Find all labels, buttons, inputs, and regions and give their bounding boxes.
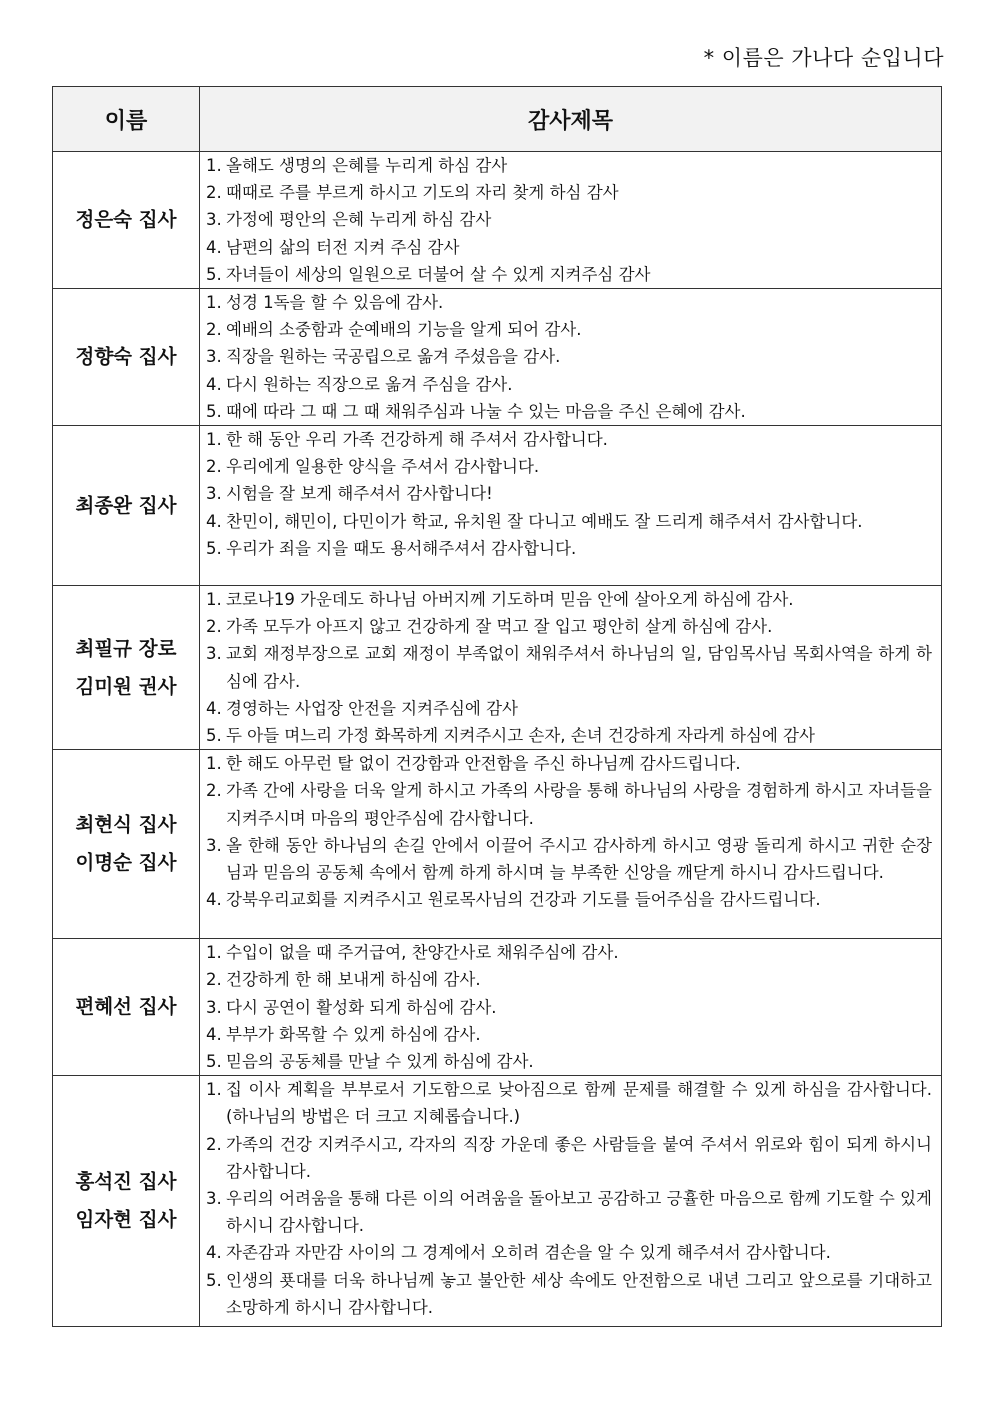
item-number: 2. — [206, 617, 222, 637]
item-text: 자존감과 자만감 사이의 그 경계에서 오히려 겸손을 알 수 있게 해주셔서 감사합니다. — [226, 1243, 831, 1263]
item-number: 4. — [206, 511, 222, 531]
item-number: 3. — [206, 835, 222, 855]
item-number: 1. — [206, 590, 222, 610]
item-text: 강북우리교회를 지켜주시고 원로목사님의 건강과 기도를 들어주심을 감사드립니다. — [226, 890, 821, 910]
member-name: 정향숙 집사 — [75, 345, 177, 369]
item-number: 5. — [206, 264, 222, 284]
member-name-cell — [53, 586, 200, 750]
table-row — [53, 152, 942, 289]
item-number: 3. — [206, 210, 222, 230]
table-body — [53, 152, 942, 1327]
member-name: 임자현 집사 — [75, 1208, 177, 1232]
item-number: 4. — [206, 890, 222, 910]
list-item — [206, 1021, 932, 1048]
item-number: 1. — [206, 943, 222, 963]
item-text: 수입이 없을 때 주거급여, 찬양간사로 채워주심에 감사. — [226, 943, 619, 963]
item-text: 한 해도 아무런 탈 없이 건강함과 안전함을 주신 하나님께 감사드립니다. — [226, 754, 741, 774]
member-name: 홍석진 집사 — [75, 1170, 177, 1194]
item-number: 2. — [206, 1134, 222, 1154]
list-item — [206, 613, 932, 640]
list-item — [206, 480, 932, 507]
member-name-cell — [53, 939, 200, 1076]
header-name: 이름 — [53, 87, 200, 152]
item-text: 예배의 소중함과 순예배의 기능을 알게 되어 감사. — [226, 320, 582, 340]
sort-note: * 이름은 가나다 순입니다 — [703, 46, 944, 70]
item-text: 성경 1독을 할 수 있음에 감사. — [226, 293, 444, 313]
thanks-table — [52, 86, 942, 1327]
list-item — [206, 535, 932, 562]
item-text: 시험을 잘 보게 해주셔서 감사합니다! — [226, 484, 493, 504]
item-number: 2. — [206, 970, 222, 990]
item-text: 집 이사 계획을 부부로서 기도함으로 낮아짐으로 함께 문제를 해결할 수 있게 하심을 감사합니다. (하나님의 방법은 더 크고 지혜롭습니다.) — [226, 1080, 932, 1127]
item-number: 1. — [206, 293, 222, 313]
item-number: 1. — [206, 754, 222, 774]
member-name: 최종완 집사 — [75, 493, 177, 517]
thanks-items-cell — [200, 586, 942, 750]
list-item — [206, 371, 932, 398]
item-text: 올해도 생명의 은혜를 누리게 하심 감사 — [226, 156, 508, 175]
item-number: 5. — [206, 538, 222, 558]
member-name: 정은숙 집사 — [75, 208, 177, 231]
item-number: 3. — [206, 484, 222, 504]
item-text: 가족의 건강 지켜주시고, 각자의 직장 가운데 좋은 사람들을 붙여 주셔서 위로와 힘이 되게 하시니 감사합니다. — [226, 1134, 932, 1181]
item-number: 2. — [206, 320, 222, 340]
list-item — [206, 886, 932, 913]
thanks-list — [206, 152, 932, 288]
thanks-list — [206, 1076, 932, 1321]
table-row — [53, 939, 942, 1076]
item-text: 직장을 원하는 국공립으로 옮겨 주셨음을 감사. — [226, 347, 561, 367]
item-number: 5. — [206, 726, 222, 746]
item-number: 5. — [206, 401, 222, 421]
item-number: 4. — [206, 237, 222, 257]
item-number: 3. — [206, 1189, 222, 1209]
item-number: 4. — [206, 1024, 222, 1044]
item-text: 올 한해 동안 하나님의 손길 안에서 이끌어 주시고 감사하게 하시고 영광 돌리게 하시고 귀한 순장님과 믿음의 공동체 속에서 함께 하게 하시며 늘 부족한 신앙을 깨닫게 하시니 감사드립니다. — [226, 835, 932, 883]
member-name: 최필규 장로 — [75, 636, 177, 660]
list-item — [206, 586, 932, 613]
item-text: 한 해 동안 우리 가족 건강하게 해 주셔서 감사합니다. — [226, 430, 608, 450]
list-item — [206, 343, 932, 370]
list-item — [206, 152, 932, 179]
item-number: 2. — [206, 457, 222, 477]
item-number: 1. — [206, 156, 222, 175]
item-text: 믿음의 공동체를 만날 수 있게 하심에 감사. — [226, 1052, 534, 1072]
thanks-items-cell — [200, 1076, 942, 1327]
member-name: 김미원 권사 — [75, 674, 177, 698]
list-item — [206, 426, 932, 453]
list-item — [206, 1131, 932, 1185]
item-text: 코로나19 가운데도 하나님 아버지께 기도하며 믿음 안에 살아오게 하심에 감사. — [226, 590, 794, 610]
item-number: 2. — [206, 183, 222, 203]
list-item — [206, 966, 932, 993]
item-number: 1. — [206, 1080, 222, 1100]
item-text: 가족 모두가 아프지 않고 건강하게 잘 먹고 잘 입고 평안히 살게 하심에 감사. — [226, 617, 773, 637]
item-text: 인생의 푯대를 더욱 하나님께 놓고 불안한 세상 속에도 안전함으로 내년 그리고 앞으로를 기대하고 소망하게 하시니 감사합니다. — [226, 1270, 932, 1317]
thanks-items-cell — [200, 750, 942, 939]
item-number: 4. — [206, 698, 222, 718]
list-item — [206, 1239, 932, 1266]
item-text: 가족 간에 사랑을 더욱 알게 하시고 가족의 사랑을 통해 하나님의 사랑을 경험하게 하시고 자녀들을 지켜주시며 마음의 평안주심에 감사합니다. — [226, 781, 932, 828]
item-text: 우리의 어려움을 통해 다른 이의 어려움을 돌아보고 공감하고 긍휼한 마음으로 함께 기도할 수 있게 하시니 감사합니다. — [226, 1189, 932, 1236]
list-item — [206, 939, 932, 966]
list-item — [206, 832, 932, 886]
member-name: 최현식 집사 — [75, 813, 177, 837]
list-item — [206, 1267, 932, 1321]
item-text: 찬민이, 해민이, 다민이가 학교, 유치원 잘 다니고 예배도 잘 드리게 해주셔서 감사합니다. — [226, 511, 863, 531]
list-item — [206, 398, 932, 425]
item-number: 5. — [206, 1270, 222, 1290]
item-number: 3. — [206, 997, 222, 1017]
item-text: 때때로 주를 부르게 하시고 기도의 자리 찾게 하심 감사 — [226, 183, 619, 203]
thanks-list — [206, 586, 932, 749]
list-item — [206, 179, 932, 206]
list-item — [206, 1185, 932, 1239]
item-number: 3. — [206, 347, 222, 367]
item-text: 때에 따라 그 때 그 때 채워주심과 나눌 수 있는 마음을 주신 은혜에 감사. — [226, 401, 746, 421]
table-row — [53, 289, 942, 426]
item-number: 5. — [206, 1052, 222, 1072]
item-text: 우리에게 일용한 양식을 주셔서 감사합니다. — [226, 457, 540, 477]
item-text: 가정에 평안의 은혜 누리게 하심 감사 — [226, 210, 492, 230]
list-item — [206, 695, 932, 722]
item-number: 2. — [206, 781, 222, 801]
item-text: 교회 재정부장으로 교회 재정이 부족없이 채워주셔서 하나님의 일, 담임목사님 목회사역을 하게 하심에 감사. — [226, 644, 932, 691]
member-name-cell — [53, 152, 200, 289]
list-item — [206, 261, 932, 288]
list-item — [206, 750, 932, 777]
item-text: 남편의 삶의 터전 지켜 주심 감사 — [226, 237, 460, 257]
table-row — [53, 586, 942, 750]
thanks-list — [206, 939, 932, 1075]
member-name: 이명순 집사 — [75, 851, 177, 875]
list-item — [206, 206, 932, 233]
member-name-cell — [53, 289, 200, 426]
list-item — [206, 289, 932, 316]
item-text: 우리가 죄을 지을 때도 용서해주셔서 감사합니다. — [226, 538, 577, 558]
thanks-items-cell — [200, 289, 942, 426]
list-item — [206, 777, 932, 831]
list-item — [206, 994, 932, 1021]
list-item — [206, 508, 932, 535]
item-text: 다시 원하는 직장으로 옮겨 주심을 감사. — [226, 374, 513, 394]
list-item — [206, 722, 932, 749]
thanks-items-cell — [200, 939, 942, 1076]
thanks-list — [206, 426, 932, 562]
list-item — [206, 316, 932, 343]
item-text: 건강하게 한 해 보내게 하심에 감사. — [226, 970, 481, 990]
member-name-cell — [53, 1076, 200, 1327]
table-row — [53, 750, 942, 939]
member-name: 편혜선 집사 — [75, 995, 177, 1019]
item-number: 3. — [206, 644, 222, 664]
item-text: 경영하는 사업장 안전을 지켜주심에 감사 — [226, 698, 518, 718]
thanks-items-cell — [200, 152, 942, 289]
thanks-items-cell — [200, 426, 942, 586]
list-item — [206, 1076, 932, 1130]
thanks-list — [206, 750, 932, 913]
header-subject: 감사제목 — [200, 87, 942, 152]
list-item — [206, 640, 932, 694]
item-text: 자녀들이 세상의 일원으로 더불어 살 수 있게 지켜주심 감사 — [226, 264, 651, 284]
thanks-list — [206, 289, 932, 425]
header-row — [53, 87, 942, 152]
item-number: 4. — [206, 1243, 222, 1263]
item-number: 1. — [206, 430, 222, 450]
member-name-cell — [53, 750, 200, 939]
list-item — [206, 234, 932, 261]
member-name-cell — [53, 426, 200, 586]
item-text: 다시 공연이 활성화 되게 하심에 감사. — [226, 997, 497, 1017]
item-text: 부부가 화목할 수 있게 하심에 감사. — [226, 1024, 481, 1044]
item-number: 4. — [206, 374, 222, 394]
item-text: 두 아들 며느리 가정 화목하게 지켜주시고 손자, 손녀 건강하게 자라게 하심에 감사 — [226, 726, 815, 746]
table-row — [53, 1076, 942, 1327]
list-item — [206, 453, 932, 480]
list-item — [206, 1048, 932, 1075]
table-row — [53, 426, 942, 586]
